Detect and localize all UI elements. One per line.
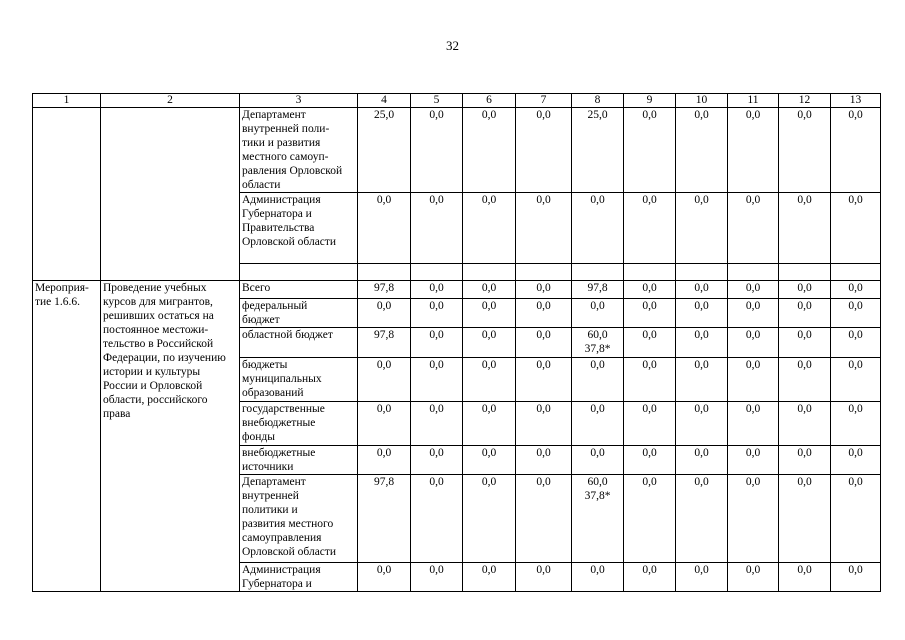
source-cell: Департамент внутренней поли- тики и развития местного самоуп- равления Орловской области bbox=[240, 108, 358, 193]
value-cell: 0,0 bbox=[516, 193, 572, 264]
value-cell: 0,0 bbox=[516, 475, 572, 563]
value-cell: 0,0 bbox=[358, 446, 411, 475]
value-cell: 0,0 bbox=[411, 328, 463, 358]
value-cell: 0,0 bbox=[831, 563, 881, 592]
header-cell-5: 5 bbox=[411, 94, 463, 108]
source-cell: бюджеты муниципальных образований bbox=[240, 358, 358, 402]
value-cell: 0,0 bbox=[463, 402, 516, 446]
value-cell: 0,0 bbox=[358, 299, 411, 328]
empty-cell bbox=[516, 264, 572, 281]
value-cell: 0,0 bbox=[779, 108, 831, 193]
value-cell: 60,0 37,8* bbox=[572, 328, 624, 358]
header-cell-2: 2 bbox=[101, 94, 240, 108]
value-cell: 0,0 bbox=[831, 446, 881, 475]
value-cell: 97,8 bbox=[358, 328, 411, 358]
value-cell: 0,0 bbox=[779, 299, 831, 328]
value-cell: 0,0 bbox=[779, 446, 831, 475]
value-cell: 0,0 bbox=[572, 563, 624, 592]
value-cell: 0,0 bbox=[624, 108, 676, 193]
value-cell: 0,0 bbox=[411, 193, 463, 264]
empty-cell bbox=[831, 264, 881, 281]
value-cell: 0,0 bbox=[728, 358, 779, 402]
value-cell: 0,0 bbox=[516, 281, 572, 299]
empty-cell bbox=[676, 264, 728, 281]
header-cell-1: 1 bbox=[33, 94, 101, 108]
description-cell bbox=[101, 108, 240, 281]
source-cell: Администрация Губернатора и Правительства Орловской области bbox=[240, 193, 358, 264]
value-cell: 0,0 bbox=[624, 281, 676, 299]
value-cell: 0,0 bbox=[728, 193, 779, 264]
value-cell: 0,0 bbox=[624, 328, 676, 358]
value-cell: 97,8 bbox=[358, 281, 411, 299]
value-cell: 0,0 bbox=[463, 299, 516, 328]
page-number: 32 bbox=[446, 38, 459, 53]
value-cell: 0,0 bbox=[676, 402, 728, 446]
header-cell-6: 6 bbox=[463, 94, 516, 108]
value-cell: 0,0 bbox=[516, 563, 572, 592]
value-cell: 0,0 bbox=[676, 193, 728, 264]
source-cell: областной бюджет bbox=[240, 328, 358, 358]
value-cell: 0,0 bbox=[676, 475, 728, 563]
measure-cell: Мероприя- тие 1.6.6. bbox=[33, 281, 101, 592]
value-cell: 0,0 bbox=[358, 193, 411, 264]
description-cell: Проведение учебных курсов для мигрантов, решивших остаться на постоянное местожи- тельство в Российской Федерации, по изучению истории и культуры России и Орловской области, российского права bbox=[101, 281, 240, 592]
value-cell: 0,0 bbox=[411, 446, 463, 475]
value-cell: 0,0 bbox=[463, 358, 516, 402]
value-cell: 0,0 bbox=[728, 475, 779, 563]
value-cell: 0,0 bbox=[516, 108, 572, 193]
header-cell-3: 3 bbox=[240, 94, 358, 108]
value-cell: 0,0 bbox=[411, 563, 463, 592]
value-cell: 0,0 bbox=[411, 108, 463, 193]
value-cell: 0,0 bbox=[516, 446, 572, 475]
value-cell: 0,0 bbox=[779, 281, 831, 299]
value-cell: 0,0 bbox=[676, 328, 728, 358]
value-cell: 0,0 bbox=[728, 563, 779, 592]
value-cell: 0,0 bbox=[624, 193, 676, 264]
value-cell: 0,0 bbox=[411, 358, 463, 402]
value-cell: 25,0 bbox=[572, 108, 624, 193]
table-row bbox=[33, 108, 881, 193]
value-cell: 0,0 bbox=[463, 475, 516, 563]
value-cell: 0,0 bbox=[728, 281, 779, 299]
value-cell: 0,0 bbox=[831, 402, 881, 446]
value-cell: 0,0 bbox=[779, 193, 831, 264]
header-row bbox=[33, 94, 881, 108]
value-cell: 0,0 bbox=[624, 563, 676, 592]
value-cell: 0,0 bbox=[572, 358, 624, 402]
value-cell: 0,0 bbox=[676, 108, 728, 193]
value-cell: 0,0 bbox=[831, 299, 881, 328]
value-cell: 0,0 bbox=[411, 299, 463, 328]
value-cell: 0,0 bbox=[831, 193, 881, 264]
value-cell: 0,0 bbox=[624, 358, 676, 402]
value-cell: 0,0 bbox=[411, 402, 463, 446]
value-cell: 0,0 bbox=[463, 563, 516, 592]
source-cell: Департамент внутренней политики и развития местного самоуправления Орловской области bbox=[240, 475, 358, 563]
value-cell: 0,0 bbox=[779, 475, 831, 563]
value-cell: 0,0 bbox=[831, 475, 881, 563]
header-cell-9: 9 bbox=[624, 94, 676, 108]
value-cell: 0,0 bbox=[831, 281, 881, 299]
value-cell: 0,0 bbox=[516, 358, 572, 402]
value-cell: 0,0 bbox=[516, 402, 572, 446]
empty-cell bbox=[572, 264, 624, 281]
value-cell: 0,0 bbox=[624, 402, 676, 446]
value-cell: 0,0 bbox=[728, 402, 779, 446]
value-cell: 0,0 bbox=[728, 446, 779, 475]
value-cell: 0,0 bbox=[463, 108, 516, 193]
source-cell: внебюджетные источники bbox=[240, 446, 358, 475]
value-cell: 0,0 bbox=[831, 358, 881, 402]
empty-cell bbox=[728, 264, 779, 281]
value-cell: 0,0 bbox=[572, 446, 624, 475]
value-cell: 0,0 bbox=[779, 358, 831, 402]
value-cell: 0,0 bbox=[572, 193, 624, 264]
value-cell: 0,0 bbox=[463, 328, 516, 358]
source-cell: федеральный бюджет bbox=[240, 299, 358, 328]
value-cell: 97,8 bbox=[358, 475, 411, 563]
value-cell: 97,8 bbox=[572, 281, 624, 299]
value-cell: 0,0 bbox=[624, 446, 676, 475]
value-cell: 0,0 bbox=[411, 281, 463, 299]
value-cell: 0,0 bbox=[572, 299, 624, 328]
value-cell: 0,0 bbox=[463, 446, 516, 475]
empty-cell bbox=[779, 264, 831, 281]
source-cell: Администрация Губернатора и bbox=[240, 563, 358, 592]
value-cell: 0,0 bbox=[728, 299, 779, 328]
value-cell: 0,0 bbox=[624, 475, 676, 563]
value-cell: 0,0 bbox=[831, 328, 881, 358]
value-cell: 0,0 bbox=[463, 281, 516, 299]
value-cell: 0,0 bbox=[676, 446, 728, 475]
header-cell-8: 8 bbox=[572, 94, 624, 108]
value-cell: 0,0 bbox=[779, 563, 831, 592]
empty-cell bbox=[411, 264, 463, 281]
value-cell: 0,0 bbox=[728, 108, 779, 193]
empty-cell bbox=[624, 264, 676, 281]
header-cell-10: 10 bbox=[676, 94, 728, 108]
header-cell-7: 7 bbox=[516, 94, 572, 108]
value-cell: 0,0 bbox=[411, 475, 463, 563]
value-cell: 0,0 bbox=[728, 328, 779, 358]
budget-table bbox=[32, 93, 881, 592]
value-cell: 0,0 bbox=[831, 108, 881, 193]
table-row bbox=[33, 281, 881, 299]
source-cell: Всего bbox=[240, 281, 358, 299]
value-cell: 60,0 37,8* bbox=[572, 475, 624, 563]
value-cell: 0,0 bbox=[676, 563, 728, 592]
value-cell: 0,0 bbox=[463, 193, 516, 264]
value-cell: 0,0 bbox=[358, 402, 411, 446]
empty-cell bbox=[240, 264, 358, 281]
header-cell-13: 13 bbox=[831, 94, 881, 108]
value-cell: 25,0 bbox=[358, 108, 411, 193]
value-cell: 0,0 bbox=[358, 358, 411, 402]
measure-cell bbox=[33, 108, 101, 281]
value-cell: 0,0 bbox=[676, 299, 728, 328]
value-cell: 0,0 bbox=[516, 328, 572, 358]
value-cell: 0,0 bbox=[624, 299, 676, 328]
value-cell: 0,0 bbox=[358, 563, 411, 592]
value-cell: 0,0 bbox=[516, 299, 572, 328]
header-cell-12: 12 bbox=[779, 94, 831, 108]
value-cell: 0,0 bbox=[676, 281, 728, 299]
value-cell: 0,0 bbox=[779, 402, 831, 446]
value-cell: 0,0 bbox=[779, 328, 831, 358]
source-cell: государственные внебюджетные фонды bbox=[240, 402, 358, 446]
header-cell-4: 4 bbox=[358, 94, 411, 108]
empty-cell bbox=[463, 264, 516, 281]
value-cell: 0,0 bbox=[572, 402, 624, 446]
header-cell-11: 11 bbox=[728, 94, 779, 108]
empty-cell bbox=[358, 264, 411, 281]
value-cell: 0,0 bbox=[676, 358, 728, 402]
